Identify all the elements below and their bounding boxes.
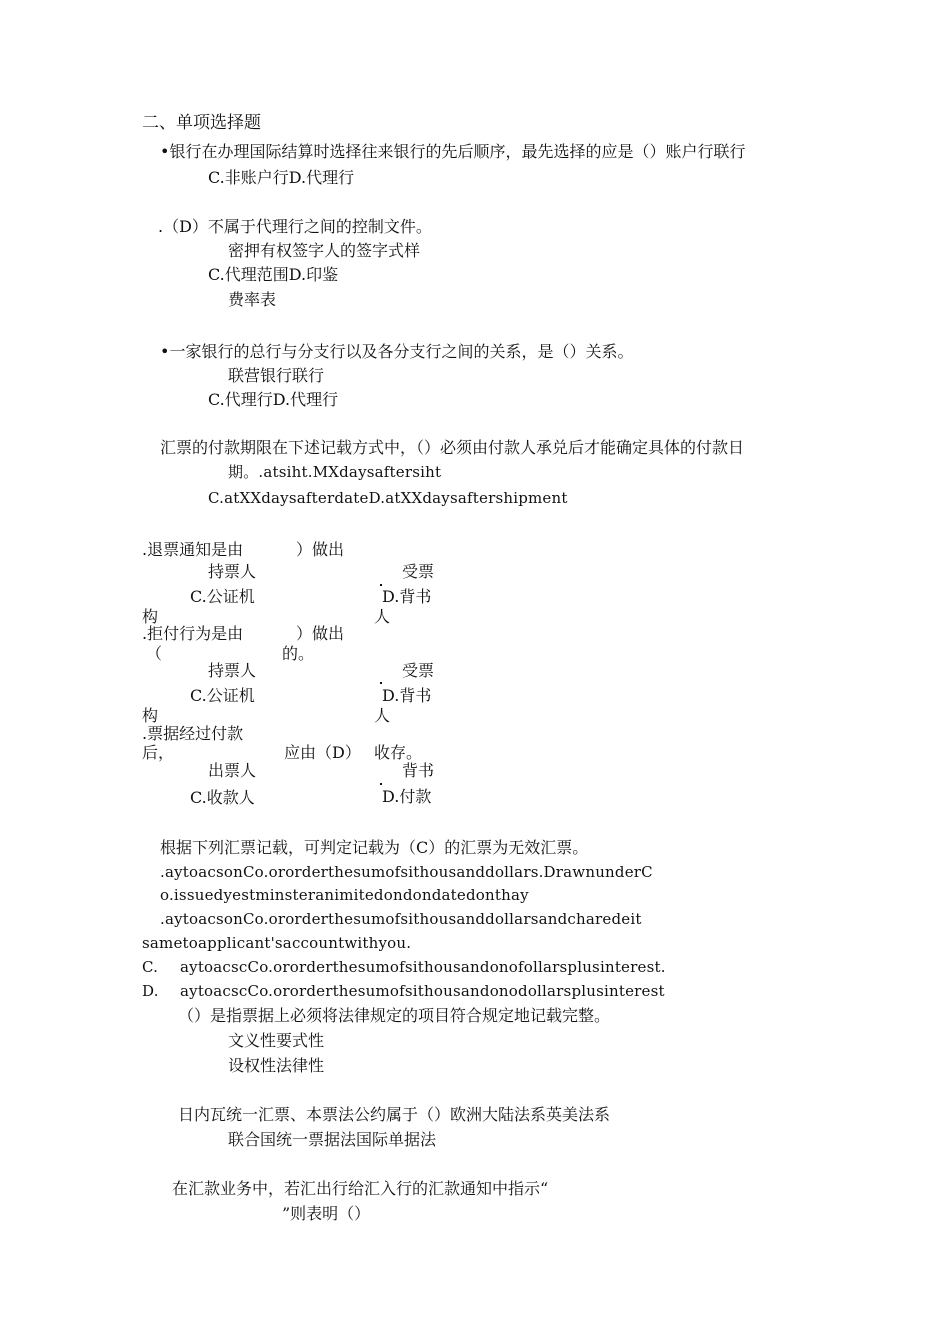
- q8-option-a-line1: .aytoacsonCo.ororderthesumofsithousanddollars.DrawnunderC: [160, 863, 653, 881]
- q1-stem: •银行在办理国际结算时选择往来银行的先后顺序，最先选择的应是（）账户行联行: [160, 142, 746, 161]
- q6-dot: [380, 682, 382, 684]
- q5-option-d-continued: 人: [374, 607, 391, 626]
- q6-option-a: 持票人: [208, 661, 257, 680]
- q1-options: C.非账户行D.代理行: [208, 168, 355, 187]
- q5-stem-b: ）做出: [296, 540, 345, 559]
- q3-option-c: C.代理行D.代理行: [208, 390, 339, 409]
- q8-option-d: aytoacscCo.ororderthesumofsithousandonodollarsplusinterest: [180, 982, 665, 1000]
- q7-stem-a-continued: 后，: [142, 743, 175, 762]
- q8-option-b-line1: .aytoacsonCo.ororderthesumofsithousanddollarsandcharedeit: [160, 910, 642, 928]
- q5-dot: [380, 584, 382, 586]
- q2-option-e: 费率表: [228, 290, 277, 309]
- q2-option-a: 密押有权签字人的签字式样: [228, 241, 421, 260]
- q2-option-c: C.代理范围D.印鉴: [208, 265, 339, 284]
- q8-option-a-line2: o.issuedyestminsteranimitedondondatedonthay: [160, 886, 529, 904]
- q6-stem-b: ）做出: [296, 624, 345, 643]
- q5-stem-a: .退票通知是由: [142, 540, 244, 559]
- q6-option-d: D.背书: [382, 686, 432, 705]
- q6-stem-de: 的。: [282, 644, 315, 663]
- q7-option-d: D.付款: [382, 787, 432, 806]
- q8-option-b-line2: sametoapplicant'saccountwithyou.: [142, 934, 412, 952]
- q3-option-a: 联营银行联行: [228, 366, 325, 385]
- q4-option-c: C.atXXdaysafterdateD.atXXdaysaftershipment: [208, 489, 568, 507]
- q7-stem-a: .票据经过付款: [142, 724, 244, 743]
- q11-stem: 在汇款业务中，若汇出行给汇入行的汇款通知中指示“: [172, 1179, 549, 1198]
- q6-option-c: C.公证机: [190, 686, 255, 705]
- q7-stem-c: 收存。: [374, 743, 423, 762]
- q8-option-c-label: C.: [142, 958, 159, 976]
- q2-stem: .（D）不属于代理行之间的控制文件。: [158, 217, 432, 236]
- q4-stem: 汇票的付款期限在下述记载方式中，（）必须由付款人承兑后才能确定具体的付款日: [160, 438, 745, 457]
- q9-option-1: 文义性要式性: [228, 1031, 325, 1050]
- q7-option-a: 出票人: [208, 761, 257, 780]
- q6-stem-paren: （: [146, 644, 163, 663]
- q8-stem: 根据下列汇票记载，可判定记载为（C）的汇票为无效汇票。: [160, 838, 589, 857]
- q3-stem: •一家银行的总行与分支行以及各分支行之间的关系，是（）关系。: [160, 342, 634, 361]
- q6-option-d-continued: 人: [374, 706, 391, 725]
- q7-dot: [380, 783, 382, 785]
- q11-stem-continued: ”则表明（）: [282, 1204, 371, 1223]
- q7-option-c: C.收款人: [190, 788, 255, 807]
- q7-stem-b: 应由（D）: [284, 743, 361, 762]
- q9-option-2: 设权性法律性: [228, 1056, 325, 1075]
- section-heading: 二、单项选择题: [142, 113, 261, 133]
- q5-option-b: 受票: [402, 562, 435, 581]
- q7-option-b: 背书: [402, 761, 435, 780]
- q8-option-c: aytoacscCo.ororderthesumofsithousandonofollarsplusinterest.: [180, 958, 666, 976]
- q10-stem: 日内瓦统一汇票、本票法公约属于（）欧洲大陆法系英美法系: [178, 1105, 611, 1124]
- q5-option-c-continued: 构: [142, 607, 159, 626]
- q5-option-a: 持票人: [208, 562, 257, 581]
- q6-option-c-continued: 构: [142, 706, 159, 725]
- q5-option-d: D.背书: [382, 587, 432, 606]
- q6-option-b: 受票: [402, 661, 435, 680]
- q8-option-d-label: D.: [142, 982, 159, 1000]
- q4-stem-continued: 期。.atsiht.MXdaysaftersiht: [228, 463, 442, 481]
- q10-option-1: 联合国统一票据法国际单据法: [228, 1130, 437, 1149]
- q6-stem-a: .拒付行为是由: [142, 624, 244, 643]
- q5-option-c: C.公证机: [190, 587, 255, 606]
- q9-stem: （）是指票据上必须将法律规定的项目符合规定地记载完整。: [178, 1006, 611, 1025]
